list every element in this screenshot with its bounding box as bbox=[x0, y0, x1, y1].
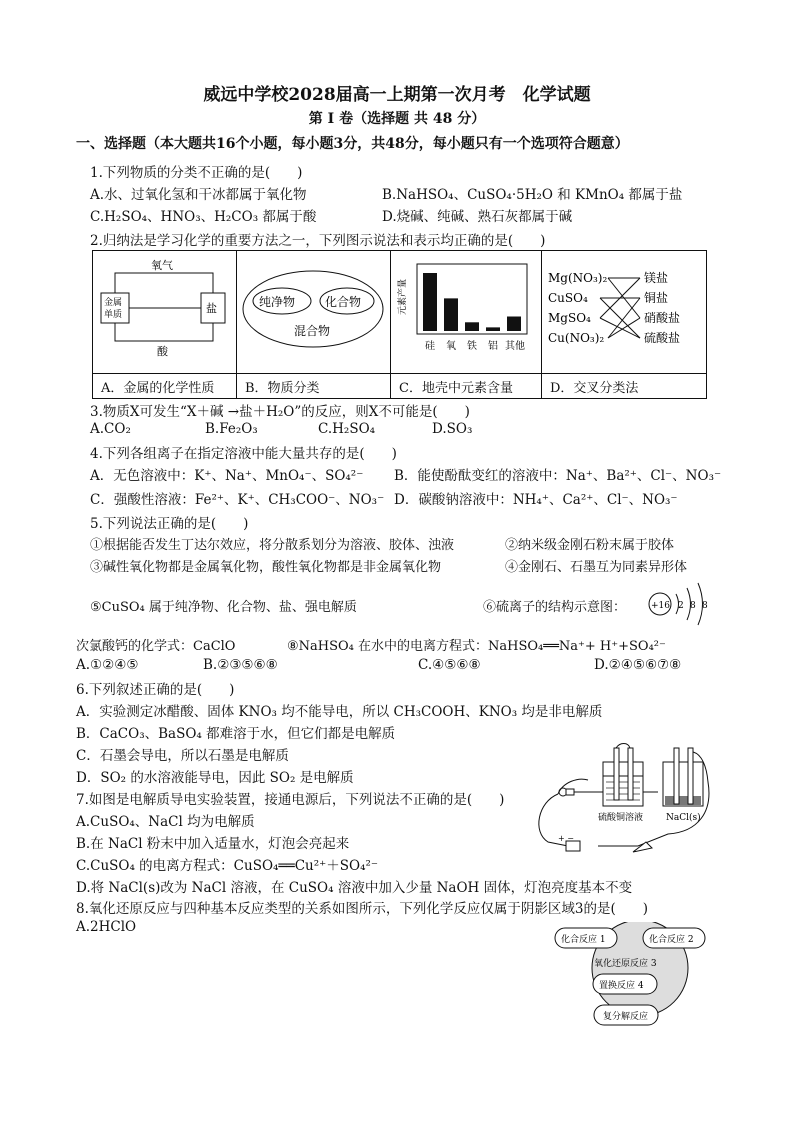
fig-a-left-box-top: 金属 bbox=[104, 298, 123, 308]
fig-d-left-1: CuSO₄ bbox=[548, 291, 588, 305]
q6-option-b: B．CaCO₃、BaSO₄ 都难溶于水，但它们都是电解质 bbox=[76, 726, 396, 742]
fig-a-cell bbox=[93, 251, 237, 374]
nucleus-charge: +16 bbox=[651, 601, 670, 611]
fig-d-right-3: 硫酸盐 bbox=[644, 331, 681, 345]
q3-option-c: C.H₂SO₄ bbox=[318, 421, 376, 437]
q5-statement-4: ④金刚石、石墨互为同素异形体 bbox=[505, 560, 688, 575]
q4-option-b: B．能使酚酞变红的溶液中：Na⁺、Ba²⁺、Cl⁻、NO₃⁻ bbox=[394, 468, 722, 484]
fig-d-right-1: 铜盐 bbox=[644, 291, 669, 305]
q8-option-a: A.2HClO bbox=[76, 919, 137, 935]
fig-c-cell bbox=[391, 251, 542, 374]
sulfide-ion-structure-diagram bbox=[644, 580, 716, 630]
shell-2: 8 bbox=[690, 601, 696, 611]
metal-property-diagram bbox=[93, 251, 236, 369]
cross-classification-diagram bbox=[542, 251, 706, 369]
fig-a-top-label: 氧气 bbox=[151, 259, 173, 272]
fig-a-bottom-label: 酸 bbox=[157, 345, 168, 358]
q5-statement-7: 次氯酸钙的化学式：CaClO bbox=[76, 639, 236, 654]
q5-statement-5: ⑤CuSO₄ 属于纯净物、化合物、盐、强电解质 bbox=[90, 600, 357, 615]
q3-stem: 3.物质X可发生“X＋碱 →盐＋H₂O”的反应，则X不可能是( ) bbox=[90, 404, 470, 420]
fig-c-caption: C．地壳中元素含量 bbox=[391, 374, 542, 399]
label-combination-2: 化合反应 2 bbox=[649, 935, 694, 945]
bar-2 bbox=[465, 322, 479, 331]
q5-stem: 5.下列说法正确的是( ) bbox=[90, 516, 249, 532]
bar-4 bbox=[507, 317, 521, 332]
shell-3: 8 bbox=[702, 601, 708, 611]
fig-d-right-0: 镁盐 bbox=[644, 271, 669, 285]
page-title: 威远中学校2028届高一上期第一次月考 化学试题 bbox=[203, 85, 591, 105]
q5-statement-1: ①根据能否发生丁达尔效应，将分散系划分为溶液、胶体、浊液 bbox=[90, 538, 455, 553]
q5-statement-2: ②纳米级金刚石粉末属于胶体 bbox=[505, 538, 675, 553]
fig-d-right-2: 硝酸盐 bbox=[644, 311, 681, 325]
q5-statement-8: ⑧NaHSO₄ 在水中的电离方程式：NaHSO₄══Na⁺+ H⁺+SO₄²⁻ bbox=[287, 639, 666, 654]
q7-option-a: A.CuSO₄、NaCl 均为电解质 bbox=[76, 814, 255, 830]
q1-stem: 1.下列物质的分类不正确的是( ) bbox=[90, 165, 303, 181]
fig-d-left-3: Cu(NO₃)₂ bbox=[548, 331, 605, 345]
q1-option-a: A.水、过氧化氢和干冰都属于氧化物 bbox=[90, 187, 307, 203]
fig-b-inner2: 化合物 bbox=[325, 295, 362, 309]
fig-d-caption: D．交叉分类法 bbox=[542, 374, 707, 399]
q7-stem: 7.如图是电解质导电实验装置，接通电源后，下列说法不正确的是( ) bbox=[76, 792, 505, 808]
bar-1 bbox=[444, 298, 458, 331]
bar-0 bbox=[423, 273, 437, 331]
q2-figure-table bbox=[92, 250, 707, 399]
bar-label-2: 铁 bbox=[467, 341, 477, 352]
q7-option-c: C.CuSO₄ 的电离方程式：CuSO₄══Cu²⁺＋SO₄²⁻ bbox=[76, 858, 379, 874]
label-replacement-4: 置换反应 4 bbox=[599, 981, 644, 991]
reaction-type-diagram bbox=[550, 922, 730, 1032]
q5-option-b: B.②③⑤⑥⑧ bbox=[203, 657, 278, 673]
element-content-chart bbox=[391, 251, 541, 369]
q3-option-b: B.Fe₂O₃ bbox=[205, 421, 258, 437]
q5-option-a: A.①②④⑤ bbox=[76, 657, 139, 673]
bar-3 bbox=[486, 327, 500, 331]
bar-label-0: 硅 bbox=[425, 341, 435, 352]
q3-option-a: A.CO₂ bbox=[90, 421, 131, 437]
bar-label-3: 铝 bbox=[488, 341, 498, 352]
q5-option-c: C.④⑤⑥⑧ bbox=[418, 657, 481, 673]
volume-subtitle: 第 Ⅰ 卷（选择题 共 48 分） bbox=[308, 111, 486, 127]
q6-option-c: C．石墨会导电，所以石墨是电解质 bbox=[76, 748, 289, 764]
q7-option-d: D.将 NaCl(s)改为 NaCl 溶液，在 CuSO₄ 溶液中加入少量 NaOH 固体，灯泡亮度基本不变 bbox=[76, 880, 633, 896]
chart-ylabel: 元素产量 bbox=[398, 278, 408, 315]
bar-label-4: 其他 bbox=[505, 341, 525, 352]
q5-option-d: D.②④⑤⑥⑦⑧ bbox=[594, 657, 682, 673]
fig-b-inner1: 纯净物 bbox=[259, 295, 296, 309]
section-heading: 一、选择题（本大题共16个小题，每小题3分，共48分，每小题只有一个选项符合题意） bbox=[76, 136, 629, 152]
substance-class-diagram bbox=[237, 251, 390, 369]
q2-stem: 2.归纳法是学习化学的重要方法之一，下列图示说法和表示均正确的是( ) bbox=[90, 233, 546, 249]
q4-option-a: A．无色溶液中：K⁺、Na⁺、MnO₄⁻、SO₄²⁻ bbox=[90, 468, 364, 484]
fig-d-cell bbox=[542, 251, 707, 374]
q5-statement-6: ⑥硫离子的结构示意图： bbox=[483, 600, 627, 615]
label-double-decomposition: 复分解反应 bbox=[603, 1012, 649, 1022]
fig-a-right-box: 盐 bbox=[206, 302, 217, 315]
q4-option-c: C．强酸性溶液：Fe²⁺、K⁺、CH₃COO⁻、NO₃⁻ bbox=[90, 492, 385, 508]
fig-label-cuso4: 硫酸铜溶液 bbox=[598, 813, 644, 823]
q1-option-c: C.H₂SO₄、HNO₃、H₂CO₃ 都属于酸 bbox=[90, 209, 317, 225]
shell-1: 2 bbox=[678, 601, 684, 611]
fig-a-left-box-bottom: 单质 bbox=[104, 310, 123, 320]
q6-stem: 6.下列叙述正确的是( ) bbox=[76, 682, 235, 698]
fig-d-left-0: Mg(NO₃)₂ bbox=[548, 271, 608, 285]
q1-option-d: D.烧碱、纯碱、熟石灰都属于碱 bbox=[382, 209, 573, 225]
fig-d-left-2: MgSO₄ bbox=[548, 311, 591, 325]
conductivity-apparatus-figure bbox=[528, 742, 718, 860]
q4-stem: 4.下列各组离子在指定溶液中能大量共存的是( ) bbox=[90, 446, 397, 462]
bar-label-1: 氧 bbox=[446, 341, 456, 352]
q7-option-b: B.在 NaCl 粉末中加入适量水，灯泡会亮起来 bbox=[76, 836, 350, 852]
fig-a-caption: A．金属的化学性质 bbox=[93, 374, 237, 399]
q3-option-d: D.SO₃ bbox=[432, 421, 473, 437]
label-combination-1: 化合反应 1 bbox=[561, 935, 606, 945]
q5-statement-3: ③碱性氧化物都是金属氧化物，酸性氧化物都是非金属氧化物 bbox=[90, 560, 442, 575]
q1-option-b: B.NaHSO₄、CuSO₄·5H₂O 和 KMnO₄ 都属于盐 bbox=[382, 187, 683, 203]
q6-option-d: D．SO₂ 的水溶液能导电，因此 SO₂ 是电解质 bbox=[76, 770, 354, 786]
battery-terminals: + − bbox=[558, 834, 574, 843]
q8-stem: 8.氧化还原反应与四种基本反应类型的关系如图所示，下列化学反应仅属于阴影区域3的是( ) bbox=[76, 901, 649, 917]
fig-b-outer: 混合物 bbox=[294, 324, 331, 338]
q4-option-d: D．碳酸钠溶液中：NH₄⁺、Ca²⁺、Cl⁻、NO₃⁻ bbox=[394, 492, 678, 508]
q6-option-a: A．实验测定冰醋酸、固体 KNO₃ 均不能导电，所以 CH₃COOH、KNO₃ 均是非电解质 bbox=[76, 704, 603, 720]
fig-b-caption: B．物质分类 bbox=[237, 374, 391, 399]
fig-b-cell bbox=[237, 251, 391, 374]
label-redox-3: 氧化还原反应 3 bbox=[594, 959, 657, 969]
fig-label-nacl: NaCl(s) bbox=[666, 813, 701, 823]
